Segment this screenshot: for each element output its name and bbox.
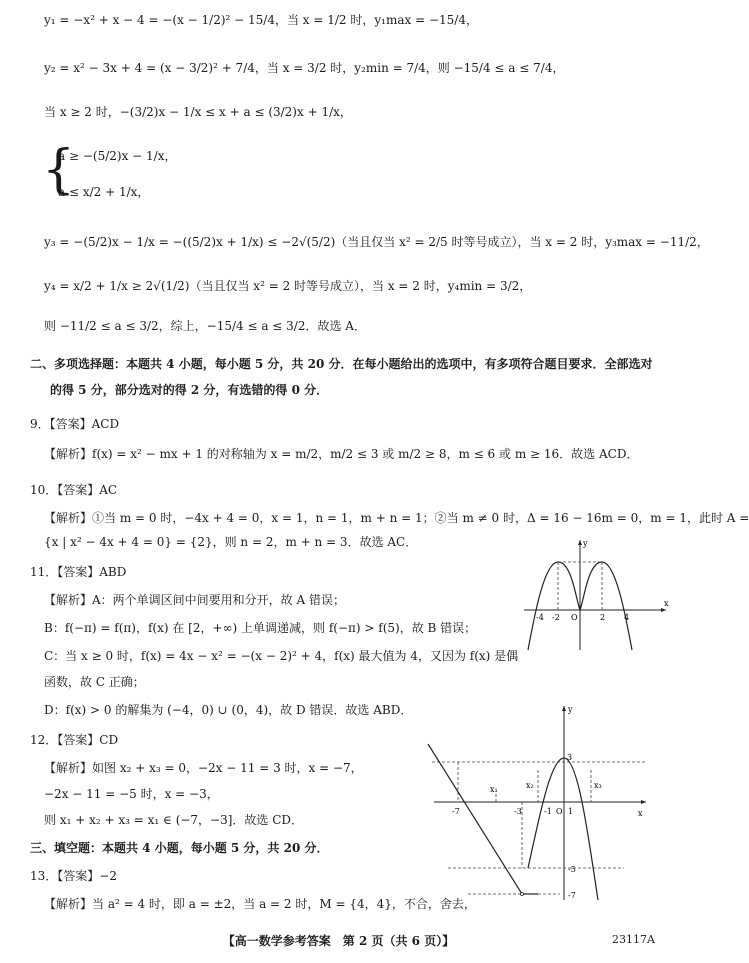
q12-a1: 【解析】如图 x₂ + x₃ = 0，−2x − 11 = 3 时，x = −7， bbox=[44, 761, 363, 775]
line-y4: y₄ = x/2 + 1/x ≥ 2√(1/2)（当且仅当 x² = 2 时等号成立），当 x = 2 时，y₄min = 3/2， bbox=[44, 279, 532, 293]
y-axis-label: y bbox=[568, 705, 573, 714]
q11-a2: B：f(−π) = f(π)，f(x) 在 [2，+∞) 上单调递减，则 f(−π) > f(5)，故 B 错误； bbox=[44, 621, 477, 635]
page-footer: 【高一数学参考答案 第 2 页（共 6 页）】 bbox=[222, 934, 455, 948]
section-3-title: 三、填空题：本题共 4 小题，每小题 5 分，共 20 分． bbox=[30, 841, 329, 855]
q10-analysis-1: 【解析】①当 m = 0 时，−4x + 4 = 0，x = 1，n = 1，m + n = 1；②当 m ≠ 0 时，Δ = 16 − 16m = 0，m = 1，此时 A = bbox=[44, 511, 749, 525]
q12-answer: 12．【答案】CD bbox=[30, 733, 119, 747]
tick-neg5: -5 bbox=[568, 865, 576, 874]
tick-3: 3 bbox=[567, 753, 573, 762]
label-x1: x₁ bbox=[490, 785, 498, 794]
q9-answer: 9．【答案】ACD bbox=[30, 417, 120, 431]
system-brace: { bbox=[42, 140, 76, 200]
tick-neg4: -4 bbox=[536, 613, 544, 622]
line-system-b: a ≤ x/2 + 1/x， bbox=[58, 185, 150, 199]
q11-a3: C：当 x ≥ 0 时，f(x) = 4x − x² = −(x − 2)² + 4，f(x) 最大值为 4，又因为 f(x) 是偶 bbox=[44, 649, 519, 663]
q9-analysis: 【解析】f(x) = x² − mx + 1 的对称轴为 x = m/2，m/2 ≤ 3 或 m/2 ≥ 8，m ≤ 6 或 m ≥ 16．故选 ACD． bbox=[44, 447, 639, 461]
q12-graph bbox=[428, 704, 650, 904]
section-2-title: 二、多项选择题：本题共 4 小题，每小题 5 分，共 20 分．在每小题给出的选项中，有多项符合题目要求．全部选对 bbox=[30, 357, 653, 371]
line-y1: y₁ = −x² + x − 4 = −(x − 1/2)² − 15/4，当 x = 1/2 时，y₁max = −15/4， bbox=[44, 13, 478, 27]
q10-answer: 10．【答案】AC bbox=[30, 483, 118, 497]
q12-a2: −2x − 11 = −5 时，x = −3， bbox=[44, 787, 219, 801]
tick-neg3: -3 bbox=[514, 807, 522, 816]
label-x3: x₃ bbox=[594, 781, 602, 790]
tick-4: 4 bbox=[624, 613, 630, 622]
tick-neg7-y: -7 bbox=[568, 891, 576, 900]
section-2-title-cont: 的得 5 分，部分选对的得 2 分，有选错的得 0 分． bbox=[50, 383, 329, 397]
x-axis-label: x bbox=[664, 599, 669, 608]
q13-analysis: 【解析】当 a² = 4 时，即 a = ±2，当 a = 2 时，M = {4，4}，不合，舍去， bbox=[44, 897, 476, 911]
line-y3: y₃ = −(5/2)x − 1/x = −((5/2)x + 1/x) ≤ −2√(5/2)（当且仅当 x² = 2/5 时等号成立），当 x = 2 时，y₃max = −11/2， bbox=[44, 235, 709, 249]
tick-neg7: -7 bbox=[452, 807, 460, 816]
tick-neg1: -1 bbox=[544, 807, 552, 816]
q11-graph bbox=[520, 538, 670, 656]
q10-analysis-2: {x | x² − 4x + 4 = 0} = {2}，则 n = 2，m + n = 3．故选 AC． bbox=[44, 535, 418, 549]
x-axis-label: x bbox=[638, 809, 643, 818]
q13-answer: 13．【答案】−2 bbox=[30, 869, 117, 883]
line-system-a: a ≥ −(5/2)x − 1/x， bbox=[58, 149, 177, 163]
line-y2: y₂ = x² − 3x + 4 = (x − 3/2)² + 7/4，当 x = 3/2 时，y₂min = 7/4，则 −15/4 ≤ a ≤ 7/4， bbox=[44, 61, 565, 75]
origin-label: O bbox=[556, 807, 563, 816]
q11-a1: 【解析】A：两个单调区间中间要用和分开，故 A 错误； bbox=[44, 593, 345, 607]
tick-2: 2 bbox=[600, 613, 606, 622]
q11-a4: 函数，故 C 正确； bbox=[44, 675, 145, 689]
label-x2: x₂ bbox=[526, 781, 534, 790]
origin-label: O bbox=[571, 613, 578, 622]
tick-1: 1 bbox=[568, 807, 574, 816]
q11-a5: D：f(x) > 0 的解集为 (−4，0) ∪ (0，4)，故 D 错误．故选 ABD． bbox=[44, 703, 413, 717]
doc-code: 23117A bbox=[612, 933, 655, 946]
y-axis-label: y bbox=[583, 539, 588, 548]
line-x-ge-2: 当 x ≥ 2 时，−(3/2)x − 1/x ≤ x + a ≤ (3/2)x + 1/x， bbox=[44, 105, 352, 119]
tick-neg2: -2 bbox=[552, 613, 560, 622]
line-conclusion: 则 −11/2 ≤ a ≤ 3/2，综上，−15/4 ≤ a ≤ 3/2．故选 A． bbox=[44, 319, 366, 333]
q12-a3: 则 x₁ + x₂ + x₃ = x₁ ∈ (−7，−3]．故选 CD． bbox=[44, 813, 304, 827]
q11-answer: 11．【答案】ABD bbox=[30, 565, 127, 579]
